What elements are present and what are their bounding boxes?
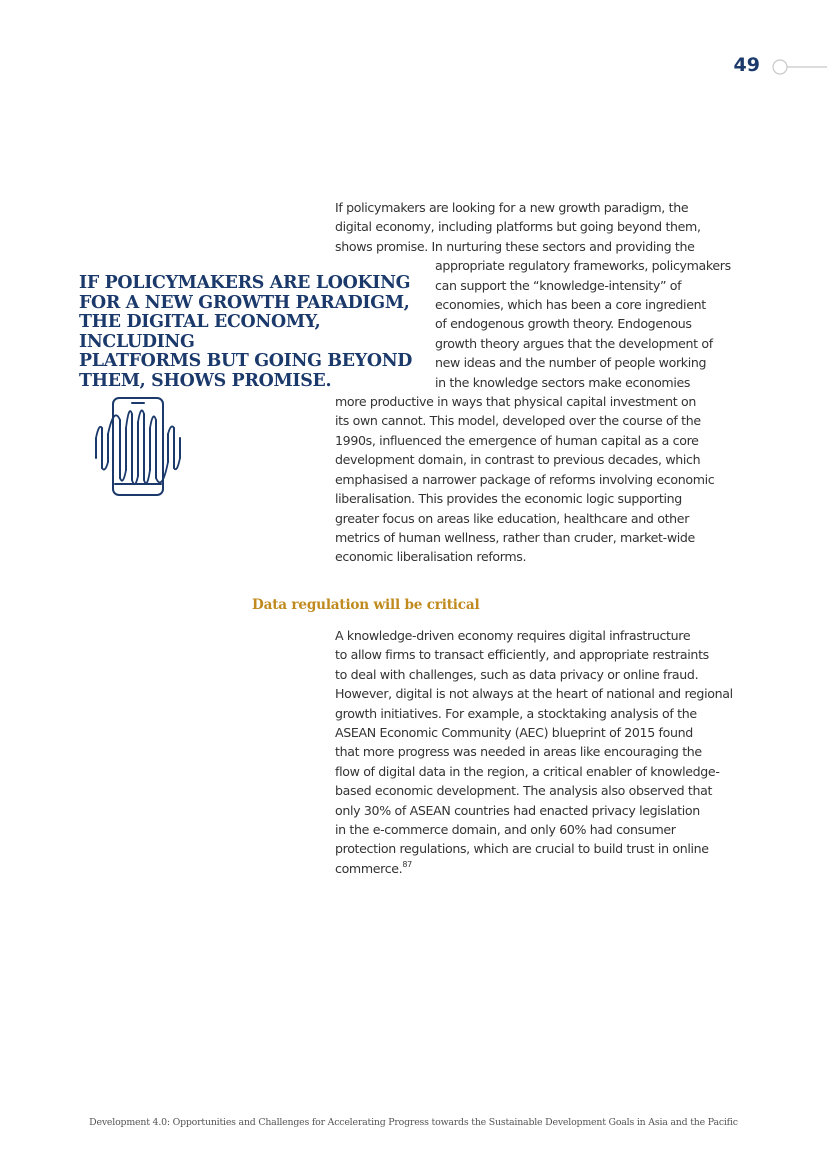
- page-footer: Development 4.0: Opportunities and Challenges for Accelerating Progress towards the Sustainable Development Goals in Asia and the Pacific: [89, 1117, 738, 1128]
- text-line: more productive in ways that physical capital investment on: [335, 394, 696, 410]
- pull-quote-line: THEM, SHOWS PROMISE.: [79, 370, 332, 391]
- text-line: based economic development. The analysis also observed that: [335, 783, 713, 799]
- smartphone-soundwave-icon: [92, 396, 184, 500]
- pull-quote-line: FOR A NEW GROWTH PARADIGM,: [79, 292, 410, 313]
- text-line: liberalisation. This provides the economic logic supporting: [335, 491, 682, 507]
- text-line: digital economy, including platforms but going beyond them,: [335, 219, 701, 235]
- text-line: in the knowledge sectors make economies: [435, 374, 691, 390]
- text-line: appropriate regulatory frameworks, policymakers: [435, 258, 731, 274]
- text-line: However, digital is not always at the heart of national and regional: [335, 686, 733, 702]
- text-line: of endogenous growth theory. Endogenous: [435, 316, 692, 332]
- text-line: [335, 859, 733, 878]
- text-line: flow of digital data in the region, a critical enabler of knowledge-: [335, 763, 720, 779]
- section-heading: Data regulation will be critical: [252, 597, 480, 613]
- text-line: metrics of human wellness, rather than cruder, market-wide: [335, 529, 695, 545]
- text-line: development domain, in contrast to previous decades, which: [335, 452, 701, 468]
- text-line: its own cannot. This model, developed over the course of the: [335, 413, 701, 429]
- text-line: protection regulations, which are crucial to build trust in online: [335, 841, 709, 857]
- text-line: emphasised a narrower package of reforms involving economic: [335, 471, 715, 487]
- text-line: in the e-commerce domain, and only 60% had consumer: [335, 822, 676, 838]
- pull-quote-line: IF POLICYMAKERS ARE LOOKING: [79, 273, 411, 293]
- text-line: can support the “knowledge-intensity” of: [435, 277, 682, 293]
- text-line: economic liberalisation reforms.: [335, 549, 527, 565]
- text-line: to allow firms to transact efficiently, and appropriate restraints: [335, 647, 709, 663]
- text-line-content: commerce.: [335, 860, 403, 876]
- text-line: greater focus on areas like education, healthcare and other: [335, 510, 690, 526]
- text-line: only 30% of ASEAN countries had enacted privacy legislation: [335, 802, 700, 818]
- text-line: 1990s, influenced the emergence of human capital as a core: [335, 432, 699, 448]
- page-number: 49: [733, 54, 760, 76]
- body-paragraph-data-regulation: [335, 626, 733, 878]
- text-line: new ideas and the number of people working: [435, 355, 707, 371]
- text-line: If policymakers are looking for a new growth paradigm, the: [335, 200, 689, 215]
- text-line: shows promise. In nurturing these sectors and providing the: [335, 238, 695, 254]
- text-line: economies, which has been a core ingredient: [435, 297, 706, 313]
- text-line: to deal with challenges, such as data privacy or online fraud.: [335, 666, 699, 682]
- text-line: growth initiatives. For example, a stocktaking analysis of the: [335, 705, 697, 721]
- text-line: ASEAN Economic Community (AEC) blueprint of 2015 found: [335, 725, 693, 741]
- footnote-reference[interactable]: 87: [402, 859, 412, 869]
- text-line: growth theory argues that the development of: [435, 335, 713, 351]
- text-line: A knowledge-driven economy requires digital infrastructure: [335, 628, 691, 643]
- text-line: that more progress was needed in areas like encouraging the: [335, 744, 702, 760]
- body-paragraph-growth-paradigm: [335, 198, 731, 567]
- pull-quote-line: PLATFORMS BUT GOING BEYOND: [79, 351, 413, 372]
- page-marker-line-icon: [770, 58, 827, 76]
- pull-quote-line: THE DIGITAL ECONOMY, INCLUDING: [79, 312, 321, 352]
